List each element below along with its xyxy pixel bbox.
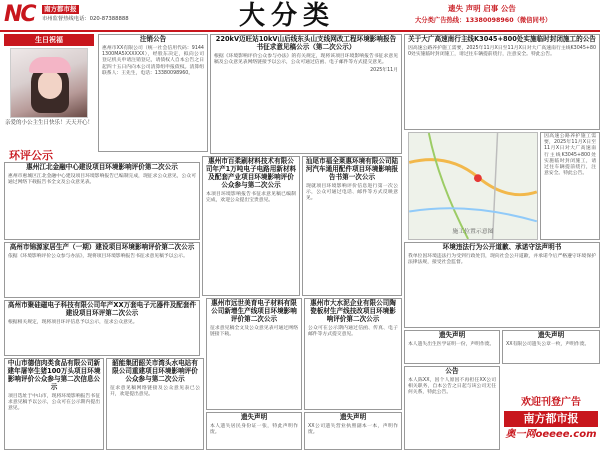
ad-body: 项目选址于中山市，现将环境影响报告书征求意见稿予以公示，公众可在公示期内提出意见。	[8, 393, 100, 412]
ad-apology	[404, 242, 600, 328]
ad-ceramic	[304, 298, 402, 410]
ad-title: 惠州江北金融中心建设项目环境影响评价第二次公示	[26, 163, 178, 171]
ad-body: 征求意见稿网络链接及公众意见表已公开，欢迎提出意见。	[110, 385, 200, 397]
ad-hotline: 大分类广告热线：13380098960（微信同号）	[415, 17, 552, 24]
ad-bairou	[202, 156, 300, 296]
ad-title: 韶能集团韶关市湾头水电站有限公司重建项目环境影响评价公众参与第二次公示	[112, 359, 198, 383]
ad-gaozhou-2	[4, 300, 200, 356]
ad-title: 惠州市百柔刷材料技术有限公司年产1万吨电子电路用新材料及配套产业项目环境影响评价公众参与第二次公示	[205, 157, 297, 189]
promo-brand: 南方都市报	[504, 411, 598, 427]
ad-title: 公告	[445, 367, 459, 375]
ad-body: 公众可在公示期内通过信函、传真、电子邮件等方式提交意见。	[308, 325, 398, 337]
ad-body: XX公司遗失营业执照副本一本，声明作废。	[308, 423, 398, 436]
ad-body: 本人陈XX，因个人原因不再担任XX公司相关职务，自本公告之日起与该公司无任何关系，特此公告。	[408, 377, 496, 396]
ad-shaoneng	[106, 358, 204, 450]
ad-sign: 2025年11月	[370, 68, 398, 74]
ad-lost-4	[502, 330, 600, 364]
ad-new-material	[206, 298, 302, 410]
ad-notice	[404, 366, 500, 450]
ad-title: 惠州市大水泥企业有限公司陶瓷板材生产线技改项目环境影响评价第二次公示	[310, 299, 396, 323]
ad-title: 高州市锦源家居生产（一期）建设项目环境影响评价第二次公示	[9, 243, 195, 251]
ad-lost-2	[304, 412, 402, 450]
ad-lost-1	[206, 412, 302, 450]
ad-body: 因高速公路养护施工需要，2025年11月X日至11月X日对大广高速南行主线K3045+800处实施临时封闭施工，请过往车辆提前绕行，注意安全。特此公告。	[408, 45, 596, 58]
ad-body: 根据《环境影响评价公众参与办法》的有关规定，现将该项目环境影响报告书征求意见稿及公众意见表网络链接予以公示，公众可通过信函、电子邮件等方式提交意见。	[214, 53, 398, 66]
ad-highway-closure	[404, 34, 600, 130]
promo-banner	[502, 396, 600, 450]
nc-logo: NC	[4, 2, 35, 27]
ad-body: XX有限公司遗失公章一枚，声明作废。	[506, 341, 590, 347]
ad-body: 根据相关规定，现将项目环评信息予以公示，征求公众意见。	[8, 319, 138, 325]
ad-body: 依据《环境影响评价公众参与办法》，现将项目环境影响报告书征求意见稿予以公示。	[8, 253, 188, 259]
ad-title: 环境违法行为公开道歉、承诺守法声明书	[442, 243, 562, 251]
ad-title: 惠州市远世美育电子材料有限公司新增生产线项目环境影响评价第二次公示	[211, 299, 297, 323]
ad-body: 征求意见稿全文及公众意见表可通过网络链接下载。	[210, 325, 298, 337]
ad-title: 高州市聚硅磁电子科技有限公司年产XX万套电子元器件及配套件建设项目环评第二次公示	[7, 301, 197, 317]
ad-title: 汕尾市福全莱惠环境有限公司陆河汽车通用配件项目环境影响报告书第一次公示	[305, 157, 399, 181]
promo-line1: 欢迎刊登广告	[521, 397, 581, 408]
construction-map	[408, 132, 538, 240]
ad-deregistration	[98, 34, 208, 152]
hotline-text: 市州监督热线电话：020-87388888	[42, 16, 129, 22]
ad-power-grid	[210, 34, 402, 154]
ad-title: 遗失声明	[240, 413, 268, 421]
page-title: 大分类	[238, 1, 335, 31]
ad-title: 注销公告	[139, 35, 167, 43]
ad-title: 遗失声明	[339, 413, 367, 421]
map-label: 施工位置示意图	[452, 229, 494, 236]
ad-body: 现就项目环境影响评价信息进行第一次公示，公众可通过电话、邮件等方式反映意见。	[306, 183, 398, 202]
section-header-huanping: 环评公示	[4, 148, 58, 166]
ad-title: 遗失声明	[438, 331, 466, 339]
ad-body: 我单位因环境违法行为受到行政处罚，现向社会公开道歉，并承诺今后严格遵守环境保护法律法规，接受社会监督。	[408, 253, 596, 266]
brand-badge: 南方都市报	[44, 5, 77, 13]
birthday-caption: 亲爱的小公主生日快乐！天天开心！	[4, 120, 93, 126]
ad-title: 中山市德信肉类食品有限公司新建年屠宰生猪100万头项目环境影响评价公众参与第二次信息公示	[7, 359, 101, 391]
ad-title: 遗失声明	[537, 331, 565, 339]
ad-title: 220kV迈旺站10kV山后线东头山支线网改工程环境影响报告书征求意见稿公示（第二次公示）	[215, 35, 397, 51]
ad-shanwei	[302, 156, 402, 296]
ad-body: 本人遗失出生医学证明一份，声明作废。	[408, 341, 495, 347]
ad-body: 因高速公路养护施工需要，2025年11月X日至11月X日对大广高速南行主线K3045+800处实施临时封闭施工，请过往车辆提前绕行，注意安全。特此公告。	[544, 134, 596, 177]
promo-site: 奥一网oeeee.com	[505, 429, 597, 440]
page-header	[0, 0, 600, 32]
ad-jiangbei	[4, 162, 200, 240]
ad-lost-3	[404, 330, 500, 364]
birthday-photo	[10, 48, 88, 118]
ad-body: 惠州市惠城区江北金融中心建设项目环境影响报告已编制完成，现征求公众意见，公众可通过网络下载报告书全文及公众意见表。	[8, 173, 196, 186]
birthday-heading: 生日祝福	[4, 34, 94, 46]
ad-body: 本人遗失居民身份证一张，特此声明作废。	[210, 423, 298, 436]
ad-body: 本项目环境影响报告书征求意见稿已编制完成，欢迎公众提出宝贵意见。	[206, 191, 296, 203]
ad-title: 关于大广高速南行主线K3045+800处实施临时封闭施工的公告	[408, 35, 596, 43]
ad-body: 惠州市XX有限公司（统一社会信用代码：91441300MA5XXXXXX），经股东决定，拟向公司登记机关申请注销登记，请债权人自本公告之日起四十五日内向本公司清算组申报债权。清算组联系人：王先生，电话：13380098960。	[102, 45, 204, 76]
ad-zhongshan-food	[4, 358, 104, 450]
ad-highway-note	[540, 132, 600, 240]
ad-gaozhou-1	[4, 242, 200, 298]
category-list: 遗失 声明 启事 公告	[448, 4, 516, 13]
